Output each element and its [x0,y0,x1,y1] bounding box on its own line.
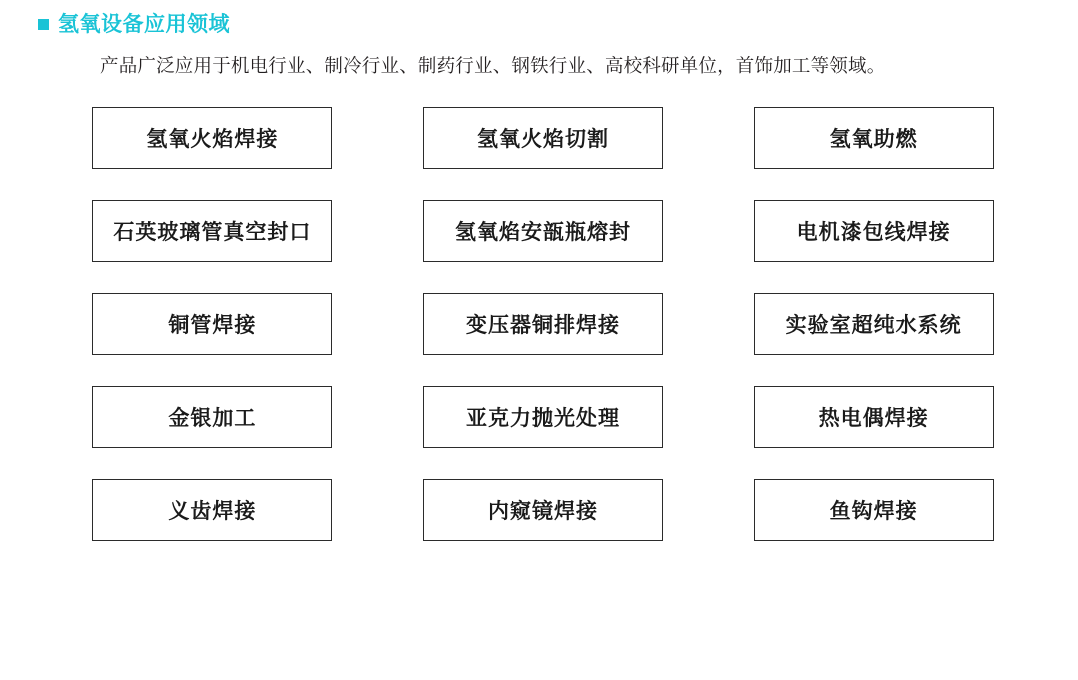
application-box: 亚克力抛光处理 [423,386,663,448]
application-box: 鱼钩焊接 [754,479,994,541]
application-box: 氢氧焰安瓿瓶熔封 [423,200,663,262]
application-box: 电机漆包线焊接 [754,200,994,262]
application-box: 石英玻璃管真空封口 [92,200,332,262]
grid-cell [739,386,1008,448]
grid-cell [739,479,1008,541]
section-heading [38,14,1078,35]
grid-cell [409,293,678,355]
application-box: 金银加工 [92,386,332,448]
application-box: 内窥镜焊接 [423,479,663,541]
grid-cell [409,200,678,262]
application-box: 氢氧火焰切割 [423,107,663,169]
grid-cell [739,200,1008,262]
application-grid [0,107,1078,541]
application-box: 实验室超纯水系统 [754,293,994,355]
page-root [0,14,1078,680]
grid-cell [78,107,347,169]
grid-cell [78,200,347,262]
grid-cell [409,386,678,448]
grid-cell [409,479,678,541]
application-box: 热电偶焊接 [754,386,994,448]
application-box: 变压器铜排焊接 [423,293,663,355]
page-title: 氢氧设备应用领域 [58,13,230,36]
application-box: 氢氧火焰焊接 [92,107,332,169]
grid-cell [739,107,1008,169]
intro-paragraph: 产品广泛应用于机电行业、制冷行业、制药行业、钢铁行业、高校科研单位，首饰加工等领域。 [100,55,886,76]
square-bullet-icon [38,19,49,30]
grid-cell [78,386,347,448]
grid-cell [739,293,1008,355]
application-box: 氢氧助燃 [754,107,994,169]
application-box: 铜管焊接 [92,293,332,355]
grid-cell [78,479,347,541]
grid-cell [78,293,347,355]
grid-cell [409,107,678,169]
application-box: 义齿焊接 [92,479,332,541]
